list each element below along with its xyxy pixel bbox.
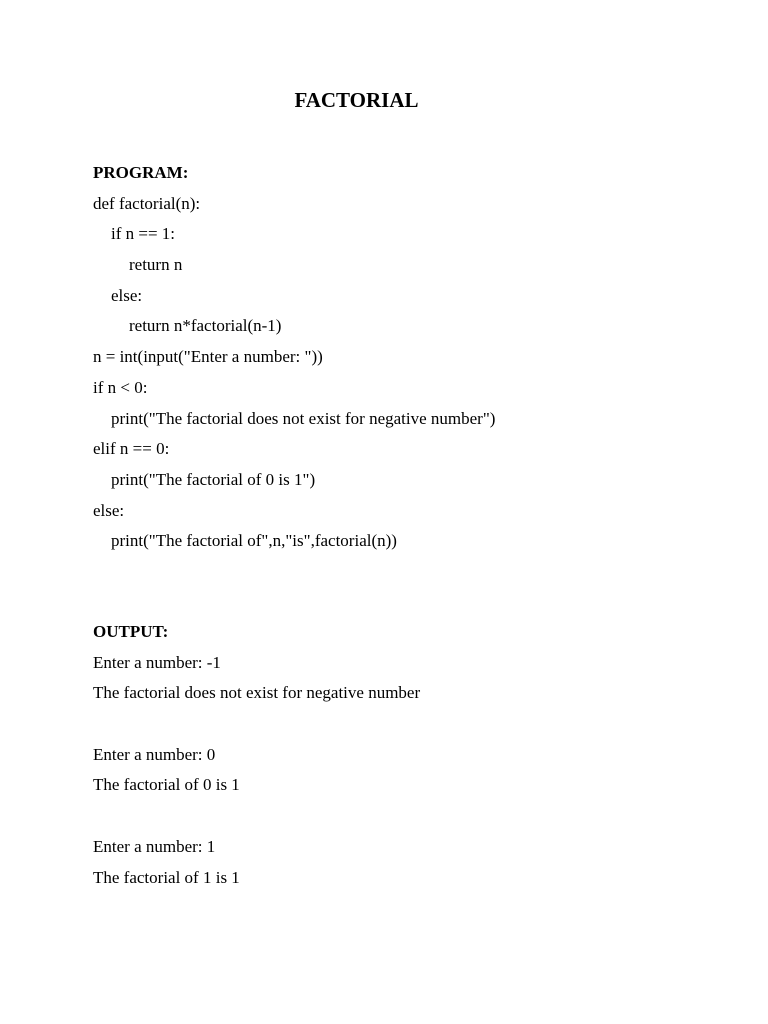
output-section — [93, 617, 713, 893]
blank-line — [93, 709, 713, 740]
code-line: print("The factorial does not exist for negative number") — [111, 408, 496, 428]
program-section — [93, 158, 713, 557]
code-line: else: — [93, 500, 125, 520]
code-line: if n == 1: — [111, 224, 176, 244]
output-result-line: The factorial of 1 is 1 — [93, 867, 240, 887]
blank-line — [93, 801, 713, 832]
output-prompt-line: Enter a number: 0 — [93, 744, 216, 764]
code-line: return n*factorial(n-1) — [129, 316, 282, 336]
code-line: def factorial(n): — [93, 193, 201, 213]
code-line: if n < 0: — [93, 377, 148, 397]
output-result-line: The factorial does not exist for negative number — [93, 683, 421, 703]
output-prompt-line: Enter a number: 1 — [93, 836, 216, 856]
code-line: print("The factorial of 0 is 1") — [111, 469, 316, 489]
code-line: n = int(input("Enter a number: ")) — [93, 347, 323, 367]
code-line: else: — [111, 285, 143, 305]
code-line: print("The factorial of",n,"is",factorial(n)) — [111, 531, 397, 551]
code-line: return n — [129, 255, 183, 275]
program-heading: PROGRAM: — [93, 163, 189, 182]
output-result-line: The factorial of 0 is 1 — [93, 775, 240, 795]
output-heading: OUTPUT: — [93, 622, 169, 641]
output-prompt-line: Enter a number: -1 — [93, 652, 221, 672]
code-line: elif n == 0: — [93, 439, 170, 459]
page-title: FACTORIAL — [294, 88, 419, 112]
